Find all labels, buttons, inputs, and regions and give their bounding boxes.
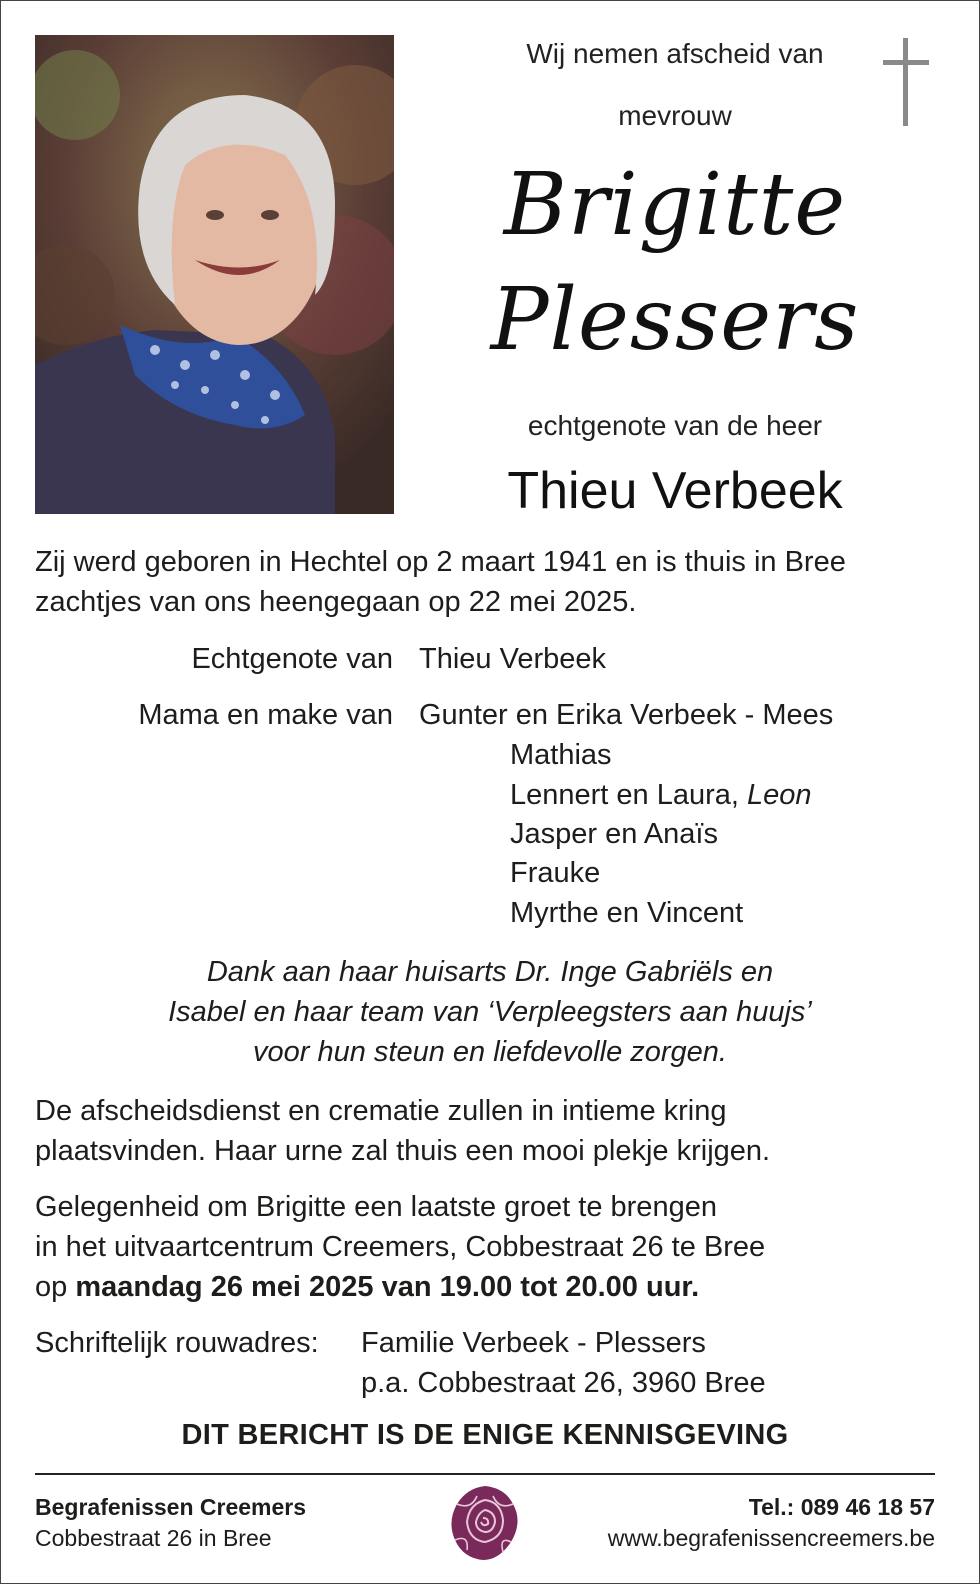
birth-text	[35, 542, 945, 622]
visit-datetime: maandag 26 mei 2025 van 19.00 tot 20.00 uur.	[75, 1271, 700, 1303]
thanks-line-2: Isabel en haar team van ‘Verpleegsters aan huujs’	[168, 996, 812, 1028]
grandchild-item: Mathias	[510, 739, 612, 771]
spouse-value: Thieu Verbeek	[419, 643, 607, 675]
thanks-line-1: Dank aan haar huisarts Dr. Inge Gabriëls en	[206, 956, 774, 988]
grandchild-item: Frauke	[510, 857, 601, 889]
portrait-photo	[35, 35, 394, 514]
rose-icon	[447, 1482, 523, 1562]
notice-text: DIT BERICHT IS DE ENIGE KENNISGEVING	[181, 1419, 789, 1451]
company-address: Cobbestraat 26 in Bree	[35, 1525, 272, 1551]
company-phone: Tel.: 089 46 18 57	[748, 1494, 935, 1520]
great-grandchild: Leon	[747, 779, 812, 811]
spouse-name: Thieu Verbeek	[507, 462, 843, 520]
service-line-1: De afscheidsdienst en crematie zullen in intieme kring	[35, 1095, 727, 1127]
birth-line-1: Zij werd geboren in Hechtel op 2 maart 1941 en is thuis in Bree	[35, 546, 846, 578]
deceased-last-name: Plessers	[490, 270, 860, 370]
visit-line-2: in het uitvaartcentrum Creemers, Cobbestraat 26 te Bree	[35, 1231, 766, 1263]
deceased-first-name: Brigitte	[503, 155, 847, 255]
footer-divider	[35, 1473, 935, 1475]
service-line-2: plaatsvinden. Haar urne zal thuis een mooi plekje krijgen.	[35, 1135, 771, 1167]
children-label: Mama en make van	[138, 699, 393, 731]
children-value: Gunter en Erika Verbeek - Mees	[419, 699, 834, 731]
thanks-line-3: voor hun steun en liefdevolle zorgen.	[253, 1036, 727, 1068]
grandchild-item: Jasper en Anaïs	[510, 818, 718, 850]
birth-line-2: zachtjes van ons heengegaan op 22 mei 2025.	[35, 586, 637, 618]
address-line-2: p.a. Cobbestraat 26, 3960 Bree	[361, 1367, 766, 1399]
company-website[interactable]: www.begrafenissencreemers.be	[607, 1525, 935, 1551]
service-text	[35, 1091, 945, 1171]
visit-line-3: op maandag 26 mei 2025 van 19.00 tot 20.00 uur.	[35, 1271, 700, 1303]
company-name: Begrafenissen Creemers	[35, 1494, 307, 1520]
address-line-1: Familie Verbeek - Plessers	[361, 1327, 706, 1359]
title-mevrouw: mevrouw	[618, 100, 732, 131]
address-label: Schriftelijk rouwadres:	[35, 1327, 319, 1359]
thanks-text	[0, 952, 980, 1072]
grandchild-item: Lennert en Laura, Leon	[510, 779, 812, 811]
spouse-label: Echtgenote van	[191, 643, 393, 675]
visit-line-1: Gelegenheid om Brigitte een laatste groet te brengen	[35, 1191, 717, 1223]
visit-text	[35, 1187, 945, 1307]
spouse-intro: echtgenote van de heer	[527, 410, 823, 441]
grandchild-item: Myrthe en Vincent	[510, 897, 744, 929]
intro-line: Wij nemen afscheid van	[526, 38, 824, 69]
